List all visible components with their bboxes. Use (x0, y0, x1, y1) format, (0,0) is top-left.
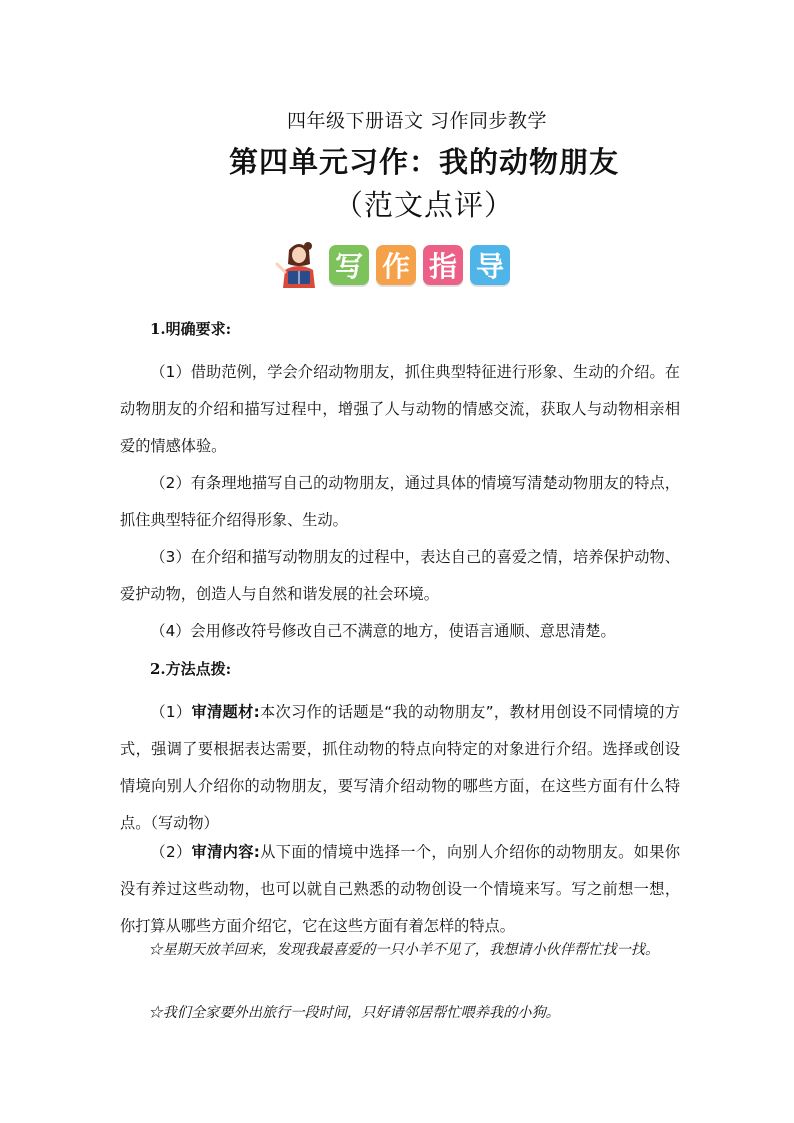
scenario-1: ☆星期天放羊回来，发现我最喜爱的一只小羊不见了，我想请小伙伴帮忙找一找。 (148, 942, 660, 958)
writing-guide-banner (275, 240, 517, 290)
document-subtitle: 四年级下册语文 习作同步教学 (286, 110, 548, 132)
requirement-3: （3）在介绍和描写动物朋友的过程中，表达自己的喜爱之情，培养保护动物、爱护动物，创造人与自然和谐发展的社会环境。 (120, 548, 680, 603)
requirement-4: （4）会用修改符号修改自己不满意的地方，使语言通顺、意思清楚。 (150, 622, 616, 640)
method-2 (120, 834, 680, 945)
banner-tile-zhi: 指 (423, 245, 463, 285)
document-title-note: （范文点评） (333, 188, 514, 222)
section-heading-requirements: 1.明确要求: (150, 320, 232, 338)
scenario-2: ☆我们全家要外出旅行一段时间，只好请邻居帮忙喂养我的小狗。 (148, 1005, 560, 1021)
method-1-label: 审清题材: (191, 703, 260, 721)
banner-tile-zuo: 作 (376, 245, 416, 285)
method-1 (120, 694, 680, 842)
method-1-text: 本次习作的话题是“我的动物朋友”，教材用创设不同情境的方式，强调了要根据表达需要，抓住动物的特点向特定的对象进行介绍。选择或创设情境向别人介绍你的动物朋友，要写清介绍动物的哪些方面，在这些方面有什么特点。（写动物） (120, 703, 680, 832)
document-title: 第四单元习作：我的动物朋友 (228, 145, 619, 179)
requirement-1: （1）借助范例，学会介绍动物朋友，抓住典型特征进行形象、生动的介绍。在动物朋友的介绍和描写过程中，增强了人与动物的情感交流，获取人与动物相亲相爱的情感体验。 (120, 363, 680, 455)
method-2-label: 审清内容: (191, 843, 260, 861)
banner-tile-xie: 写 (329, 245, 369, 285)
teacher-reading-icon (275, 240, 323, 290)
banner-tile-dao: 导 (470, 245, 510, 285)
requirement-2: （2）有条理地描写自己的动物朋友，通过具体的情境写清楚动物朋友的特点，抓住典型特征介绍得形象、生动。 (120, 474, 680, 529)
section-heading-methods: 2.方法点拨: (150, 660, 232, 678)
method-2-text: 从下面的情境中选择一个，向别人介绍你的动物朋友。如果你没有养过这些动物，也可以就自己熟悉的动物创设一个情境来写。写之前想一想，你打算从哪些方面介绍它，它在这些方面有着怎样的特点。 (120, 843, 681, 935)
method-2-prefix: （2） (150, 843, 192, 861)
method-1-prefix: （1） (150, 703, 192, 721)
